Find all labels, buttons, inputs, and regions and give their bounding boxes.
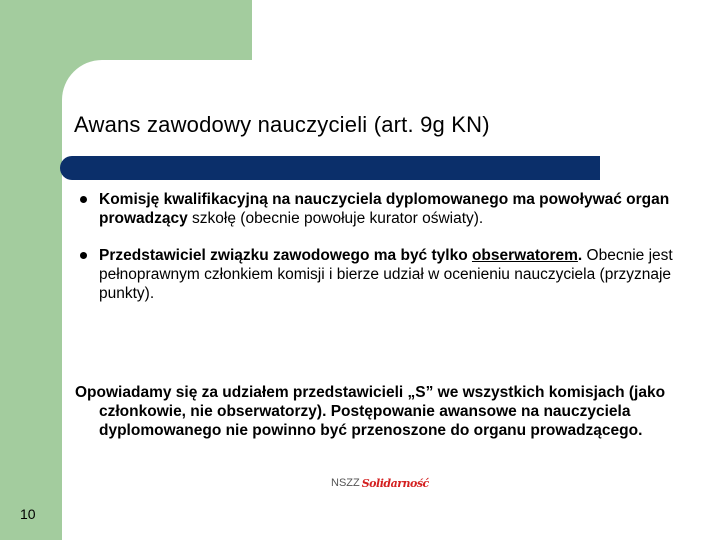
bullet-item — [80, 190, 680, 228]
decorative-green-strip — [0, 0, 62, 540]
bullet-bold-text: Komisję kwalifikacyjną na nauczyciela dyplomowanego ma powoływać organ prowadzący — [99, 191, 670, 227]
bullet-text: szkołę (obecnie powołuje kurator oświaty). — [187, 210, 484, 227]
position-statement: Opowiadamy się za udziałem przedstawicieli „S” we wszystkich komisjach (jako członkowie, nie obserwatorzy). Postępowanie awansowe na nauczyciela dyplomowanego nie powinno być przenoszone do organu prowadzącego. — [75, 384, 666, 439]
bullet-bold-text: Przedstawiciel związku zawodowego ma być tylko — [99, 247, 472, 264]
bullet-underlined-text: obserwatorem — [471, 247, 578, 264]
title-underline-bar — [60, 156, 600, 180]
solidarnosc-logo — [331, 476, 429, 490]
bullet-bold-punctuation: . — [577, 247, 583, 264]
slide-title: Awans zawodowy nauczycieli (art. 9g KN) — [74, 112, 490, 137]
bullet-item — [80, 246, 680, 303]
bullet-text: Obecnie jest pełnoprawnym członkiem komisji i bierze udział w ocenieniu nauczyciela (przyznaje punkty). — [99, 247, 673, 302]
logo-name: Solidarność — [361, 476, 429, 490]
page-number: 10 — [20, 506, 36, 522]
logo-prefix: NSZZ — [331, 477, 360, 489]
bullet-dot-icon — [80, 252, 87, 259]
bullet-list — [80, 190, 680, 321]
bullet-dot-icon — [80, 196, 87, 203]
